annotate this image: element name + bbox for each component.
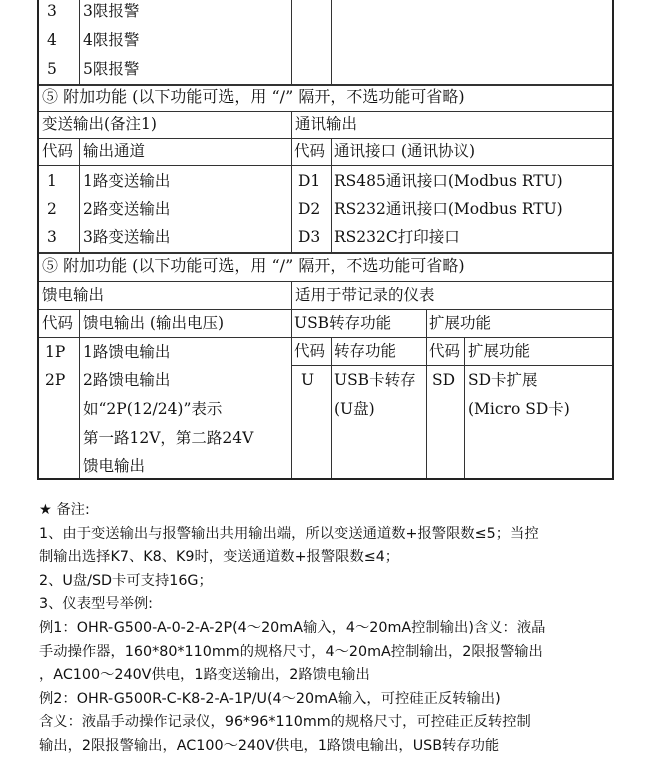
option-code: 1P [45, 343, 66, 361]
option-label: RS485通讯接口(Modbus RTU) [334, 172, 563, 190]
table-rule [426, 309, 427, 478]
table-rule [39, 252, 612, 254]
table-rule [291, 337, 612, 338]
section-title: ⑤ 附加功能 (以下功能可选，用 “/” 隔开，不选功能可省略) [42, 87, 465, 106]
option-code: 1 [47, 172, 57, 190]
note-line: 例1：OHR-G500-A-0-2-A-2P(4～20mA输入，4～20mA控制输出)含义：液晶 [39, 619, 546, 636]
table-rule [291, 111, 292, 252]
column-name-header: 输出通道 [83, 142, 146, 160]
table-rule [331, 0, 332, 84]
note-line: 3、仪表型号举例: [39, 596, 153, 613]
option-code: 2 [47, 200, 57, 218]
extension-header: 扩展功能 [429, 314, 492, 332]
note-line: 制输出选择K7、K8、K9时，变送通道数+报警限数≤4； [39, 549, 400, 566]
feed-note-line: 如“2P(12/24)”表示 [83, 400, 223, 418]
note-line: 手动操作器，160*80*110mm的规格尺寸，4～20mA控制输出，2限报警输出 [39, 643, 543, 660]
table-rule [79, 309, 80, 478]
column-code-header: 代码 [294, 342, 326, 360]
note-line: 含义：液晶手动操作记录仪，96*96*110mm的规格尺寸，可控硅正反转控制 [39, 714, 531, 731]
table-rule [39, 138, 612, 139]
option-label: 2路馈电输出 [83, 371, 171, 389]
notes-heading: ★ 备注: [39, 502, 90, 518]
table-rule [291, 0, 292, 84]
option-code: U [301, 371, 315, 389]
table-rule [464, 337, 465, 478]
alarm-code: 4 [47, 31, 57, 49]
table-rule [291, 365, 612, 366]
column-code-header: 代码 [42, 314, 74, 332]
option-code: D3 [298, 228, 321, 246]
option-code: SD [432, 371, 456, 389]
table-rule [39, 111, 612, 112]
column-name-header: 扩展功能 [468, 342, 531, 360]
option-label: 1路馈电输出 [83, 343, 171, 361]
note-line: 2、U盘/SD卡可支持16G； [39, 572, 213, 589]
feed-note-line: 第一路12V，第二路24V [83, 429, 254, 447]
option-label: RS232通讯接口(Modbus RTU) [334, 200, 563, 218]
option-code: 2P [45, 371, 66, 389]
column-name-header: 通讯接口 (通讯协议) [334, 142, 476, 160]
option-label: RS232C打印接口 [334, 228, 460, 246]
recorder-header: 适用于带记录的仪表 [295, 286, 435, 304]
column-code-header: 代码 [294, 142, 326, 160]
column-name-header: 馈电输出 (输出电压) [83, 314, 225, 332]
transmit-output-header: 变送输出(备注1) [42, 115, 157, 133]
option-table [37, 0, 614, 480]
alarm-label: 5限报警 [83, 60, 140, 78]
column-code-header: 代码 [429, 342, 461, 360]
option-label: 3路变送输出 [83, 228, 171, 246]
option-label: 1路变送输出 [83, 172, 171, 190]
option-code: 3 [47, 228, 57, 246]
note-line: 1、由于变送输出与报警输出共用输出端，所以变送通道数+报警限数≤5；当控 [39, 525, 539, 542]
option-label: (U盘) [334, 400, 375, 418]
table-rule [291, 281, 292, 478]
note-line: 例2：OHR-G500R-C-K8-2-A-1P/U(4～20mA输入，可控硅正反转输出) [39, 690, 501, 707]
table-rule [39, 309, 612, 310]
option-code: D2 [298, 200, 321, 218]
note-line: ，AC100～240V供电，1路变送输出，2路馈电输出 [39, 667, 370, 684]
option-label: (Micro SD卡) [468, 400, 570, 418]
column-name-header: 转存功能 [334, 342, 397, 360]
option-code: D1 [298, 172, 321, 190]
table-rule [39, 281, 612, 282]
feed-output-header: 馈电输出 [42, 286, 105, 304]
feed-note-line: 馈电输出 [83, 457, 146, 475]
option-label: SD卡扩展 [468, 371, 538, 389]
option-label: USB卡转存 [334, 371, 416, 389]
option-label: 2路变送输出 [83, 200, 171, 218]
table-rule [39, 84, 612, 86]
usb-header: USB转存功能 [294, 314, 392, 332]
notes-section [39, 499, 629, 759]
table-rule [331, 337, 332, 478]
table-rule [39, 165, 612, 166]
note-line: 输出，2限报警输出，AC100～240V供电，1路馈电输出，USB转存功能 [39, 737, 500, 754]
table-rule [79, 138, 80, 252]
alarm-code: 3 [47, 2, 57, 20]
column-code-header: 代码 [42, 142, 74, 160]
table-rule [39, 337, 291, 338]
alarm-label: 4限报警 [83, 31, 140, 49]
alarm-code: 5 [47, 60, 57, 78]
section-title: ⑤ 附加功能 (以下功能可选，用 “/” 隔开，不选功能可省略) [42, 256, 465, 275]
table-rule [79, 0, 80, 84]
comm-output-header: 通讯输出 [295, 115, 358, 133]
table-rule [331, 138, 332, 252]
alarm-label: 3限报警 [83, 2, 140, 20]
